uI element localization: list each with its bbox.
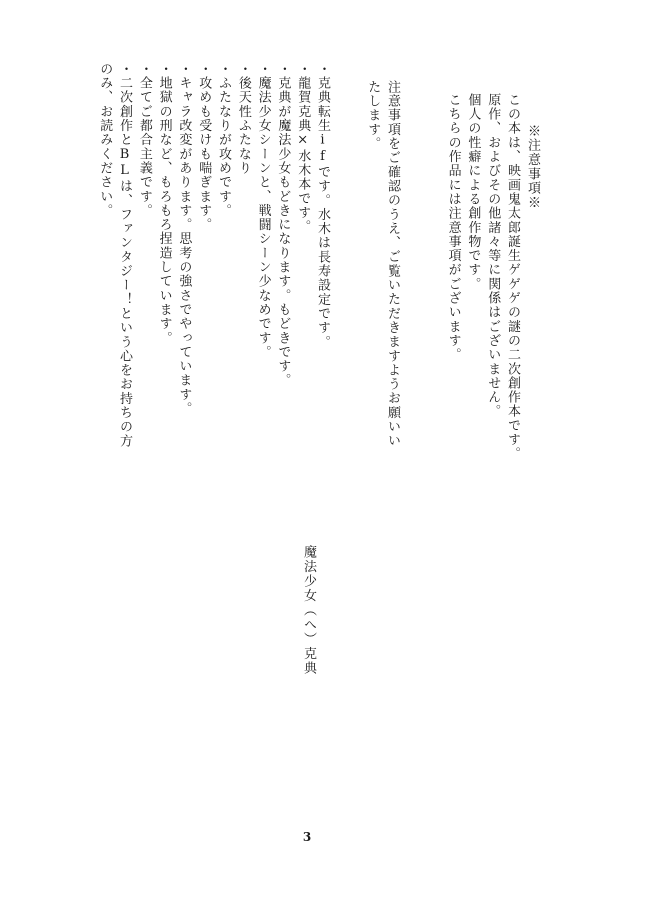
notice-list-item: ・キャラ改変があります。思考の強さでやっています。 xyxy=(176,62,192,416)
notice-list-item: ・魔法少女シーンと、戦闘シーン少なめです。 xyxy=(255,62,271,360)
intro-line: こちらの作品には注意事項がございます。 xyxy=(445,93,461,362)
intro-line: 原作、およびその他諸々等に関係はございません。 xyxy=(485,93,501,419)
confirm-line: たします。 xyxy=(365,80,381,151)
confirm-paragraph xyxy=(360,80,402,448)
notice-list-item: ・地獄の刑など、もろもろ捏造しています。 xyxy=(156,62,172,345)
notice-list-item: ・克典が魔法少女もどきになります。もどきです。 xyxy=(275,62,291,388)
notice-list-item: ・二次創作とBLは、ファンタジー！という心をお持ちの方 xyxy=(117,62,133,449)
confirm-line: 注意事項をご確認のうえ、ご覧いただきますようお願いい xyxy=(385,80,400,448)
notice-list-item: ・後天性ふたなり xyxy=(235,62,251,176)
notice-list-item: ・攻めも受けも喘ぎます。 xyxy=(196,62,212,232)
notice-list-item: ・克典転生ifです。水木は長寿設定です。 xyxy=(315,62,330,349)
intro-line: 個人の性癖による創作物です。 xyxy=(465,93,481,292)
notice-list-item: ・龍賀克典×水木本です。 xyxy=(295,62,311,234)
page-number: 3 xyxy=(302,830,312,844)
notice-list-item: ・ふたなりが攻めです。 xyxy=(216,62,232,218)
intro-paragraph xyxy=(422,93,522,461)
notice-list-item: ・全てご都合主義です。 xyxy=(136,62,152,218)
intro-line: この本は、映画鬼太郎誕生ゲゲゲの謎の二次創作本です。 xyxy=(505,93,520,461)
notice-heading: ※注意事項※ xyxy=(525,124,540,210)
notice-list xyxy=(92,62,332,448)
notice-list-item: のみ、お読みください。 xyxy=(97,62,113,218)
book-title: 魔法少女（へ）克典 xyxy=(301,545,316,676)
